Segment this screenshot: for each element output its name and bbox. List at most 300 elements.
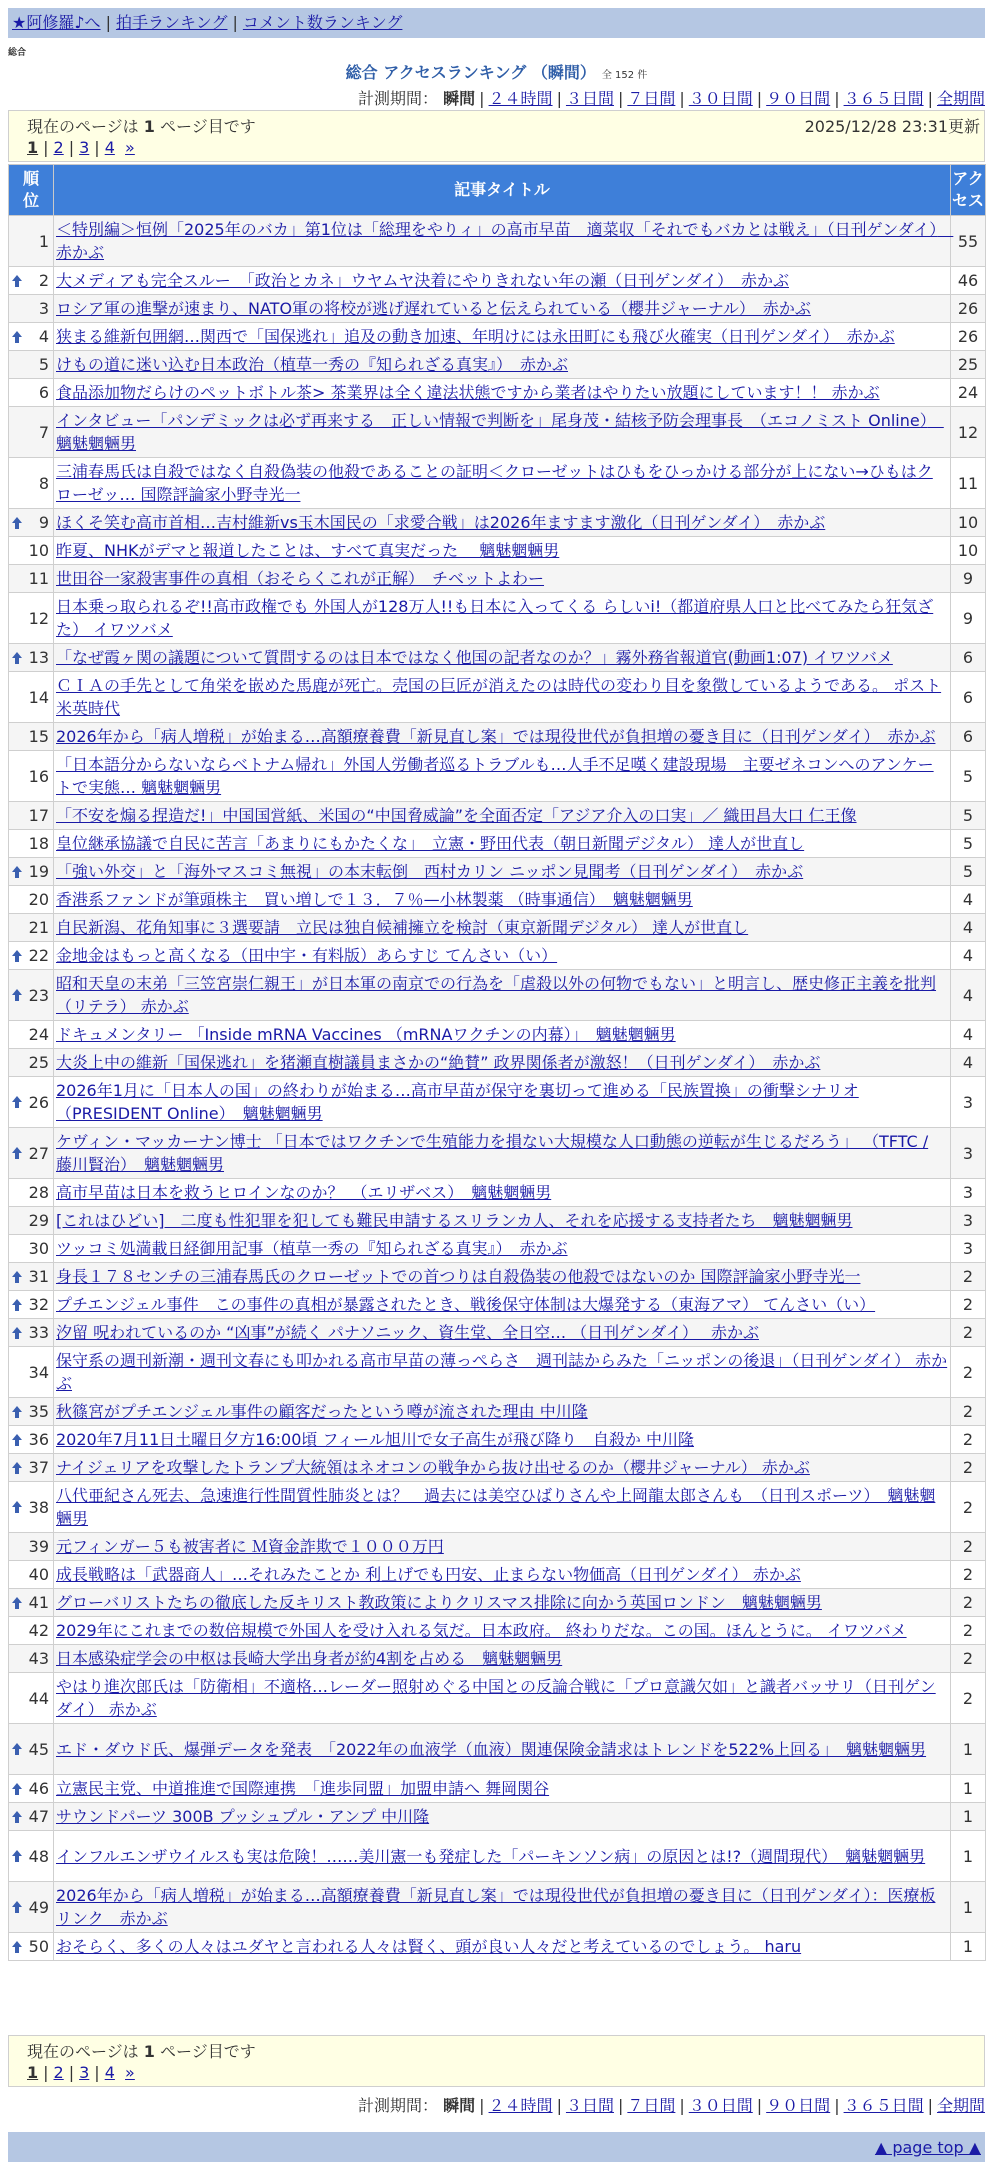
title-cell — [54, 644, 951, 672]
nav-link-clap-ranking[interactable]: 拍手ランキング — [115, 13, 228, 32]
title-cell — [54, 942, 951, 970]
pager-bottom — [8, 2035, 985, 2087]
page-status: 現在のページは 1 ページ目です — [27, 117, 256, 136]
table-row — [9, 1831, 986, 1882]
table-row — [9, 267, 986, 295]
rank-number: 5 — [38, 355, 49, 374]
article-title-link[interactable]: インフルエンザウイルスも実は危険！……美川憲一も発症した「パーキンソン病」の原因とは!?（週間現代） 魑魅魍魎男 — [56, 1846, 926, 1866]
rank-number: 3 — [38, 299, 49, 318]
period-selector-bottom: 計測期間： 瞬間 | ２４時間 | ３日間 | ７日間 | ３０日間 | ９０日間 | ３６５日間 | 全期間 — [358, 2096, 985, 2115]
article-title-link[interactable]: けもの道に迷い込む日本政治（植草一秀の『知られざる真実』） 赤かぶ — [56, 355, 569, 374]
table-row — [9, 1021, 986, 1049]
rank-up-arrow-icon — [12, 1743, 22, 1755]
rank-number: 10 — [28, 541, 49, 560]
rank-cell — [9, 351, 54, 379]
period-link-24h[interactable]: ２４時間 — [488, 89, 553, 108]
title-cell — [54, 1589, 951, 1617]
nav-link-asyura[interactable]: ★阿修羅♪へ — [12, 13, 101, 32]
access-count: 5 — [951, 830, 986, 858]
period-link-3d[interactable]: ３日間 — [565, 2096, 614, 2115]
access-count: 6 — [951, 672, 986, 723]
rank-number: 2 — [38, 271, 49, 290]
rank-up-arrow-icon — [12, 866, 22, 878]
page-link-3[interactable]: 3 — [79, 2063, 90, 2082]
access-count: 1 — [951, 1775, 986, 1803]
rank-cell — [9, 458, 54, 509]
table-row — [9, 802, 986, 830]
access-count: 9 — [951, 593, 986, 644]
article-title-link[interactable]: 狭まる維新包囲網…関西で「国保逃れ」追及の動き加速、年明けには永田町にも飛び火確実（日刊ゲンダイ） 赤かぶ — [56, 327, 895, 346]
rank-cell — [9, 1398, 54, 1426]
rank-number: 4 — [38, 327, 49, 346]
title-cell — [54, 830, 951, 858]
title-cell — [54, 1933, 951, 1961]
article-title-link[interactable]: 成長戦略は「武器商人」…それみたことか 利上げでも円安、止まらない物価高（日刊ゲンダイ） 赤かぶ — [56, 1565, 801, 1584]
article-title-link[interactable]: 金地金はもっと高くなる（田中宇・有料版）あらすじ てんさい（い） — [56, 946, 558, 965]
rank-number: 19 — [28, 862, 49, 881]
access-count: 24 — [951, 379, 986, 407]
period-link-365d[interactable]: ３６５日間 — [843, 2096, 924, 2115]
article-title-link[interactable]: 汐留 呪われているのか “凶事”が続く パナソニック、資生堂、全日空… （日刊ゲンダイ） 赤かぶ — [56, 1323, 759, 1342]
title-cell — [54, 407, 951, 458]
article-title-link[interactable]: インタビュー「パンデミックは必ず再来する 正しい情報で判断を」尾身茂・結核予防会理事長 （エコノミスト Online） 魑魅魍魎男 — [56, 411, 944, 453]
rank-up-arrow-icon — [12, 331, 22, 343]
nav-link-comment-ranking[interactable]: コメント数ランキング — [242, 13, 403, 32]
article-title-link[interactable]: ナイジェリアを攻撃したトランプ大統領はネオコンの戦争から抜け出せるのか（櫻井ジャーナル） 赤かぶ — [56, 1458, 810, 1477]
rank-number: 29 — [28, 1211, 49, 1230]
access-count: 12 — [951, 407, 986, 458]
rank-cell — [9, 914, 54, 942]
rank-number: 37 — [28, 1458, 49, 1477]
article-title-link[interactable]: やはり進次郎氏は「防衛相」不適格…レーダー照射めぐる中国との反論合戦に「プロ意識欠如」と識者バッサリ（日刊ゲンダイ） 赤かぶ — [56, 1677, 936, 1719]
rank-number: 1 — [38, 231, 49, 251]
article-title-link[interactable]: プチエンジェル事件 この事件の真相が暴露されたとき、戦後保守体制は大爆発する（東海アマ） てんさい（い） — [56, 1295, 876, 1314]
rank-cell — [9, 267, 54, 295]
table-row — [9, 1454, 986, 1482]
article-title-link[interactable]: 2026年1月に「日本人の国」の終わりが始まる…高市早苗が保守を裏切って進める「民族置換」の衝撃シナリオ （PRESIDENT Online） 魑魅魍魎男 — [56, 1081, 859, 1123]
article-title-link[interactable]: サウンドパーツ 300B プッシュプル・アンプ 中川隆 — [56, 1807, 430, 1826]
rank-cell — [9, 323, 54, 351]
title-cell — [54, 1426, 951, 1454]
access-count: 2 — [951, 1291, 986, 1319]
article-title-link[interactable]: グローバリストたちの徹底した反キリスト教政策によりクリスマス排除に向かう英国ロンドン 魑魅魍魎男 — [56, 1593, 822, 1612]
access-count: 2 — [951, 1533, 986, 1561]
title-cell — [54, 1347, 951, 1398]
page-next-link[interactable]: » — [125, 2063, 135, 2082]
period-link-all[interactable]: 全期間 — [936, 2096, 985, 2115]
rank-cell — [9, 1645, 54, 1673]
article-title-link[interactable]: 香港系ファンドが筆頭株主 買い増しで１３．７％—小林製薬 （時事通信） 魑魅魍魎男 — [56, 890, 693, 909]
article-title-link[interactable]: ケヴィン・マッカーナン博士 「日本ではワクチンで生殖能力を損ない大規模な人口動態の逆転が生じるだろう」 （TFTC / 藤川賢治） 魑魅魍魎男 — [56, 1132, 929, 1174]
title-cell — [54, 886, 951, 914]
access-count: 2 — [951, 1617, 986, 1645]
access-count: 1 — [951, 1933, 986, 1961]
table-row — [9, 379, 986, 407]
access-count: 1 — [951, 1831, 986, 1882]
rank-up-arrow-icon — [12, 1462, 22, 1474]
period-link-3d[interactable]: ３日間 — [565, 89, 614, 108]
title-cell — [54, 379, 951, 407]
access-count: 3 — [951, 1128, 986, 1179]
rank-number: 8 — [38, 473, 49, 493]
rank-up-arrow-icon — [12, 1271, 22, 1283]
table-row — [9, 970, 986, 1021]
rank-number: 40 — [28, 1565, 49, 1584]
rank-number: 14 — [28, 687, 49, 707]
title-cell — [54, 914, 951, 942]
title-cell — [54, 672, 951, 723]
rank-cell — [9, 1426, 54, 1454]
article-title-link[interactable]: 「なぜ霞ヶ関の議題について質問するのは日本ではなく他国の記者なのか？」霧外務省報道官(動画1:07) イワツバメ — [56, 648, 893, 667]
access-count: 4 — [951, 914, 986, 942]
table-row — [9, 1589, 986, 1617]
title-cell — [54, 1179, 951, 1207]
rank-cell — [9, 970, 54, 1021]
period-link-24h[interactable]: ２４時間 — [488, 2096, 553, 2115]
title-cell — [54, 1561, 951, 1589]
article-title-link[interactable]: 八代亜紀さん死去、急速進行性間質性肺炎とは？ 過去には美空ひばりさんや上岡龍太郎さんも （日刊スポーツ） 魑魅魍魎男 — [56, 1486, 936, 1528]
rank-number: 45 — [28, 1739, 49, 1759]
table-row — [9, 1645, 986, 1673]
access-count: 1 — [951, 1882, 986, 1933]
rank-up-arrow-icon — [12, 1147, 22, 1159]
title-cell — [54, 1207, 951, 1235]
rank-cell — [9, 1673, 54, 1724]
period-current: 瞬間 — [443, 89, 476, 108]
rank-cell — [9, 1775, 54, 1803]
rank-cell — [9, 858, 54, 886]
rank-cell — [9, 942, 54, 970]
period-label: 計測期間： — [358, 2096, 439, 2115]
table-row — [9, 942, 986, 970]
table-row — [9, 1398, 986, 1426]
total-count: 全 152 件 — [601, 70, 648, 81]
rank-cell — [9, 723, 54, 751]
title-cell — [54, 1235, 951, 1263]
table-row — [9, 1319, 986, 1347]
rank-cell — [9, 407, 54, 458]
rank-up-arrow-icon — [12, 275, 22, 287]
rank-number: 23 — [28, 985, 49, 1005]
period-link-7d[interactable]: ７日間 — [627, 2096, 676, 2115]
access-count: 4 — [951, 942, 986, 970]
article-title-link[interactable]: 三浦春馬氏は自殺ではなく自殺偽装の他殺であることの証明＜クローゼットはひもをひっかける部分が上にない→ひもはクローゼッ… 国際評論家小野寺光一 — [56, 462, 933, 504]
access-count: 6 — [951, 644, 986, 672]
period-link-30d[interactable]: ３０日間 — [688, 89, 753, 108]
title-cell — [54, 565, 951, 593]
article-title-link[interactable]: ＜特別編＞恒例「2025年のバカ」第1位は「総理をやりィ」の高市早苗 適菜収「それでもバカとは戦え」（日刊ゲンダイ） 赤かぶ — [56, 220, 954, 262]
access-count: 3 — [951, 1235, 986, 1263]
article-title-link[interactable]: [これはひどい] 二度も性犯罪を犯しても難民申請するスリランカ人、それを応援する支持者たち 魑魅魍魎男 — [56, 1211, 853, 1230]
title-cell — [54, 216, 954, 267]
rank-number: 21 — [28, 918, 49, 937]
title-cell — [54, 1021, 951, 1049]
access-count: 11 — [951, 458, 986, 509]
access-count: 1 — [951, 1724, 986, 1775]
period-link-7d[interactable]: ７日間 — [627, 89, 676, 108]
rank-cell — [9, 1617, 54, 1645]
rank-cell — [9, 1454, 54, 1482]
rank-number: 35 — [28, 1402, 49, 1421]
table-row — [9, 1533, 986, 1561]
article-title-link[interactable]: ツッコミ処満載日経御用記事（植草一秀の『知られざる真実』） 赤かぶ — [56, 1239, 568, 1258]
page-title: 総合 アクセスランキング （瞬間） — [345, 63, 596, 82]
rank-number: 13 — [28, 648, 49, 667]
rank-cell — [9, 1179, 54, 1207]
rank-cell — [9, 1933, 54, 1961]
pager-top — [8, 110, 985, 162]
ranking-rows — [9, 216, 986, 1961]
title-cell — [54, 1398, 951, 1426]
table-row — [9, 644, 986, 672]
table-row — [9, 1179, 986, 1207]
title-cell — [54, 1049, 951, 1077]
article-title-link[interactable]: 立憲民主党、中道推進で国際連携 「進歩同盟」加盟申請へ 舞岡関谷 — [56, 1779, 550, 1798]
rank-up-arrow-icon — [12, 1941, 22, 1953]
article-title-link[interactable]: エド・ダウド氏、爆弾データを発表 「2022年の血液学（血液）関連保険金請求はトレンドを522%上回る」 魑魅魍魎男 — [56, 1739, 927, 1759]
article-title-link[interactable]: 「日本語分からないならベトナム帰れ」外国人労働者巡るトラブルも…人手不足嘆く建設現場 主要ゼネコンへのアンケートで実態… 魑魅魍魎男 — [56, 755, 934, 797]
rank-cell — [9, 672, 54, 723]
rank-cell — [9, 1482, 54, 1533]
access-count: 2 — [951, 1398, 986, 1426]
rank-up-arrow-icon — [12, 1299, 22, 1311]
rank-number: 46 — [28, 1779, 49, 1798]
access-count: 10 — [951, 509, 986, 537]
article-title-link[interactable]: 昨夏、NHKがデマと報道したことは、すべて真実だった 魑魅魍魎男 — [56, 541, 560, 560]
rank-up-arrow-icon — [12, 1327, 22, 1339]
access-count: 6 — [951, 723, 986, 751]
title-cell — [54, 970, 951, 1021]
article-title-link[interactable]: 「強い外交」と「海外マスコミ無視」の本末転倒 西村カリン ニッポン見聞考（日刊ゲンダイ） 赤かぶ — [56, 862, 804, 881]
rank-cell — [9, 886, 54, 914]
table-row — [9, 537, 986, 565]
header-access: アクセス — [951, 165, 986, 216]
rank-number: 20 — [28, 890, 49, 909]
period-link-90d[interactable]: ９０日間 — [766, 2096, 831, 2115]
page-status: 現在のページは 1 ページ目です — [27, 2042, 256, 2061]
table-row — [9, 1235, 986, 1263]
article-title-link[interactable]: 食品添加物だらけのペットボトル茶> 茶業界は全く違法状態ですから業者はやりたい放題にしています！！ 赤かぶ — [56, 383, 880, 402]
rank-number: 38 — [28, 1497, 49, 1517]
period-link-all[interactable]: 全期間 — [936, 89, 985, 108]
page-link-3[interactable]: 3 — [79, 138, 90, 157]
article-title-link[interactable]: 2026年から「病人増税」が始まる…高額療養費「新見直し案」では現役世代が負担増の憂き目に（日刊ゲンダイ）：医療板リンク 赤かぶ — [56, 1886, 936, 1928]
rank-cell — [9, 1561, 54, 1589]
article-title-link[interactable]: ドキュメンタリー 「Inside mRNA Vaccines （mRNAワクチンの内幕）」 魑魅魍魎男 — [56, 1025, 676, 1044]
rank-up-arrow-icon — [12, 1783, 22, 1795]
page-link-2[interactable]: 2 — [53, 2063, 64, 2082]
access-count: 2 — [951, 1263, 986, 1291]
rank-cell — [9, 1882, 54, 1933]
access-count: 2 — [951, 1645, 986, 1673]
rank-cell — [9, 830, 54, 858]
rank-cell — [9, 1724, 54, 1775]
article-title-link[interactable]: 日本感染症学会の中枢は長崎大学出身者が約4割を占める 魑魅魍魎男 — [56, 1649, 563, 1668]
access-count: 3 — [951, 1207, 986, 1235]
page-top-link[interactable]: ▲ page top ▲ — [874, 2138, 981, 2157]
rank-cell — [9, 644, 54, 672]
article-title-link[interactable]: 大メディアも完全スルー 「政治とカネ」ウヤムヤ決着にやりきれない年の瀬（日刊ゲンダイ） 赤かぶ — [56, 271, 789, 290]
page-next-link[interactable]: » — [125, 138, 135, 157]
page-title-block — [0, 60, 993, 83]
rank-cell — [9, 1347, 54, 1398]
article-title-link[interactable]: ロシア軍の進撃が速まり、NATO軍の将校が逃げ遅れていると伝えられている（櫻井ジャーナル） 赤かぶ — [56, 299, 811, 318]
rank-number: 28 — [28, 1183, 49, 1202]
table-row — [9, 858, 986, 886]
access-count: 2 — [951, 1319, 986, 1347]
title-cell — [54, 1617, 951, 1645]
nav-separator: | — [232, 13, 238, 32]
title-cell — [54, 1319, 951, 1347]
access-count: 3 — [951, 1077, 986, 1128]
rank-up-arrow-icon — [12, 989, 22, 1001]
title-cell — [54, 1673, 951, 1724]
table-row — [9, 886, 986, 914]
rank-number: 49 — [28, 1897, 49, 1917]
article-title-link[interactable]: 秋篠宮がプチエンジェル事件の顧客だったという噂が流された理由 中川隆 — [56, 1402, 588, 1421]
access-count: 2 — [951, 1589, 986, 1617]
table-row — [9, 1933, 986, 1961]
rank-number: 30 — [28, 1239, 49, 1258]
rank-up-arrow-icon — [12, 1434, 22, 1446]
period-selector-top: 計測期間： 瞬間 | ２４時間 | ３日間 | ７日間 | ３０日間 | ９０日間 | ３６５日間 | 全期間 — [358, 89, 985, 108]
rank-cell — [9, 1235, 54, 1263]
rank-cell — [9, 751, 54, 802]
access-count: 1 — [951, 1803, 986, 1831]
article-title-link[interactable]: 自民新潟、花角知事に３選要請 立民は独自候補擁立を検討（東京新聞デジタル） 達人が世直し — [56, 918, 749, 937]
rank-cell — [9, 1077, 54, 1128]
access-count: 2 — [951, 1426, 986, 1454]
rank-number: 11 — [28, 569, 49, 588]
title-cell — [54, 802, 951, 830]
pagination: 1 | 2 | 3 | 4 » — [27, 2063, 135, 2082]
table-row — [9, 1617, 986, 1645]
title-cell — [54, 1128, 951, 1179]
pagination: 1 | 2 | 3 | 4 » — [27, 138, 135, 157]
title-cell — [54, 1454, 951, 1482]
rank-number: 34 — [28, 1362, 49, 1382]
rank-number: 6 — [38, 383, 49, 402]
page-current: 1 — [27, 2063, 39, 2082]
title-cell — [54, 1645, 951, 1673]
page-link-4[interactable]: 4 — [104, 138, 115, 157]
access-count: 25 — [951, 351, 986, 379]
title-cell — [54, 751, 951, 802]
table-row — [9, 1128, 986, 1179]
access-count: 26 — [951, 323, 986, 351]
title-cell — [54, 1775, 951, 1803]
rank-number: 15 — [28, 727, 49, 746]
rank-number: 39 — [28, 1537, 49, 1556]
article-title-link[interactable]: 皇位継承協議で自民に苦言「あまりにもかたくな」 立憲・野田代表（朝日新聞デジタル） 達人が世直し — [56, 834, 805, 853]
ranking-table — [8, 164, 986, 1961]
rank-up-arrow-icon — [12, 1811, 22, 1823]
rank-up-arrow-icon — [12, 517, 22, 529]
article-title-link[interactable]: 保守系の週刊新潮・週刊文春にも叩かれる高市早苗の薄っぺらさ 週刊誌からみた「ニッポンの後退」（日刊ゲンダイ） 赤かぶ — [56, 1351, 948, 1393]
rank-number: 33 — [28, 1323, 49, 1342]
article-title-link[interactable]: 身長１７８センチの三浦春馬氏のクローゼットでの首つりは自殺偽装の他殺ではないのか 国際評論家小野寺光一 — [56, 1267, 861, 1286]
rank-cell — [9, 216, 54, 267]
rank-number: 36 — [28, 1430, 49, 1449]
rank-number: 32 — [28, 1295, 49, 1314]
period-link-365d[interactable]: ３６５日間 — [843, 89, 924, 108]
rank-cell — [9, 379, 54, 407]
article-title-link[interactable]: 2029年にこれまでの数倍規模で外国人を受け入れる気だ。日本政府。 終わりだな。この国。ほんとうに。 イワツバメ — [56, 1621, 907, 1640]
period-current: 瞬間 — [443, 2096, 476, 2115]
title-cell — [54, 723, 951, 751]
section-label: 総合 — [8, 48, 27, 58]
access-count: 2 — [951, 1673, 986, 1724]
article-title-link[interactable]: 元フィンガー５も被害者に Ｍ資金詐欺で１０００万円 — [56, 1537, 444, 1556]
table-row — [9, 1882, 986, 1933]
table-row — [9, 593, 986, 644]
rank-up-arrow-icon — [12, 1501, 22, 1513]
table-row — [9, 1049, 986, 1077]
access-count: 2 — [951, 1454, 986, 1482]
page-link-4[interactable]: 4 — [104, 2063, 115, 2082]
rank-number: 47 — [28, 1807, 49, 1826]
table-row — [9, 672, 986, 723]
table-row — [9, 751, 986, 802]
title-cell — [54, 1263, 951, 1291]
article-title-link[interactable]: 2020年7月11日土曜日夕方16:00頃 フィール旭川で女子高生が飛び降り 自殺か 中川隆 — [56, 1430, 694, 1449]
rank-cell — [9, 295, 54, 323]
page-link-2[interactable]: 2 — [53, 138, 64, 157]
rank-number: 9 — [38, 513, 49, 532]
article-title-link[interactable]: 日本乗っ取られるぞ!!高市政権でも 外国人が128万人!!も日本に入ってくる らしいi!（都道府県人口と比べてみたら狂気ざた） イワツバメ — [56, 597, 934, 639]
access-count: 5 — [951, 802, 986, 830]
rank-number: 31 — [28, 1267, 49, 1286]
article-title-link[interactable]: 昭和天皇の末弟「三笠宮崇仁親王」が日本軍の南京での行為を「虐殺以外の何物でもない」と明言し、歴史修正主義を批判（リテラ） 赤かぶ — [56, 974, 937, 1016]
rank-up-arrow-icon — [12, 950, 22, 962]
rank-up-arrow-icon — [12, 1096, 22, 1108]
article-title-link[interactable]: ほくそ笑む高市首相…吉村維新vs玉木国民の「求愛合戦」は2026年ますます激化（日刊ゲンダイ） 赤かぶ — [56, 513, 826, 532]
article-title-link[interactable]: 2026年から「病人増税」が始まる…高額療養費「新見直し案」では現役世代が負担増の憂き目に（日刊ゲンダイ） 赤かぶ — [56, 727, 936, 746]
article-title-link[interactable]: ＣＩＡの手先として角栄を嵌めた馬鹿が死亡。売国の巨匠が消えたのは時代の変わり目を象徴しているようである。 ポスト米英時代 — [56, 676, 942, 718]
period-link-30d[interactable]: ３０日間 — [688, 2096, 753, 2115]
title-cell — [54, 509, 951, 537]
title-cell — [54, 267, 951, 295]
title-cell — [54, 351, 951, 379]
rank-number: 42 — [28, 1621, 49, 1640]
table-row — [9, 323, 986, 351]
rank-up-arrow-icon — [12, 1597, 22, 1609]
rank-number: 50 — [28, 1937, 49, 1956]
rank-cell — [9, 1207, 54, 1235]
table-row — [9, 216, 986, 267]
rank-number: 12 — [28, 608, 49, 628]
rank-number: 44 — [28, 1688, 49, 1708]
table-row — [9, 351, 986, 379]
table-row — [9, 1561, 986, 1589]
rank-cell — [9, 1589, 54, 1617]
rank-up-arrow-icon — [12, 652, 22, 664]
article-title-link[interactable]: 大炎上中の維新「国保逃れ」を猪瀬直樹議員まさかの“絶賛” 政界関係者が激怒！（日刊ゲンダイ） 赤かぶ — [56, 1053, 821, 1072]
title-cell — [54, 1533, 951, 1561]
period-link-90d[interactable]: ９０日間 — [766, 89, 831, 108]
access-count: 55 — [951, 216, 986, 267]
rank-number: 27 — [28, 1143, 49, 1163]
rank-cell — [9, 1263, 54, 1291]
header-title: 記事タイトル — [54, 165, 951, 216]
nav-separator: | — [105, 13, 111, 32]
rank-cell — [9, 1021, 54, 1049]
article-title-link[interactable]: おそらく、多くの人々はユダヤと言われる人々は賢く、頭が良い人々だと考えているのでしょう。 haru — [56, 1937, 802, 1956]
article-title-link[interactable]: 高市早苗は日本を救うヒロインなのか？ （エリザベス） 魑魅魍魎男 — [56, 1183, 552, 1202]
article-title-link[interactable]: 世田谷一家殺害事件の真相（おそらくこれが正解） チベットよわー — [56, 569, 545, 588]
table-row — [9, 830, 986, 858]
article-title-link[interactable]: 「不安を煽る捏造だ!」中国国営紙、米国の“中国脅威論”を全面否定「アジア介入の口実」／ 織田昌大口 仁王像 — [56, 806, 857, 825]
